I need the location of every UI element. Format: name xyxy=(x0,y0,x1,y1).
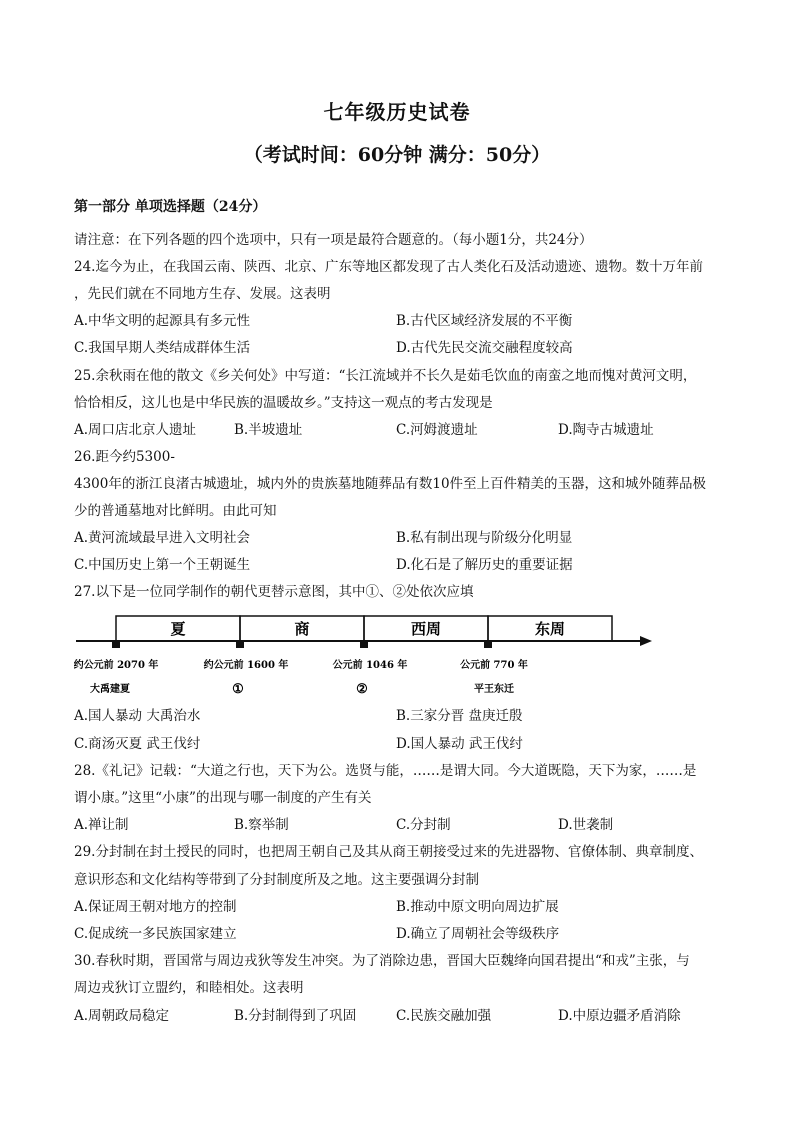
timeline-date-4: 公元前 770 年 xyxy=(460,660,528,671)
q30-option-c: C.民族交融加强 xyxy=(396,1008,492,1024)
timeline-tick-3 xyxy=(360,641,368,648)
q26-stem-line2: 4300年的浙江良渚古城遗址，城内外的贵族墓地随葬品有数10件至上百件精美的玉器，这和城外随葬品极 xyxy=(74,476,707,492)
section-title: 第一部分 单项选择题（24分） xyxy=(74,199,267,215)
timeline-tick-4 xyxy=(484,641,492,648)
q29-option-d: D.确立了周朝社会等级秩序 xyxy=(396,926,560,942)
dynasty-label-xia: 夏 xyxy=(170,620,186,638)
q29-stem-line2: 意识形态和文化结构等带到了分封制度所及之地。这主要强调分封制 xyxy=(74,872,479,888)
q30-option-a: A.周朝政局稳定 xyxy=(74,1008,170,1024)
q25-stem-line1: 25.余秋雨在他的散文《乡关何处》中写道：“长江流域并不长久是茹毛饮血的南蛮之地而愧对黄河文明， xyxy=(74,368,697,384)
section-note: 请注意：在下列各题的四个选项中，只有一项是最符合题意的。（每小题1分，共24分） xyxy=(74,232,593,248)
q28-stem-line1: 28.《礼记》记载：“大道之行也，天下为公。选贤与能，……是谓大同。今大道既隐，天下为家，……是 xyxy=(74,763,697,779)
q26-stem-line1: 26.距今约5300- xyxy=(74,449,175,465)
q28-option-c: C.分封制 xyxy=(396,817,451,833)
q24-option-d: D.古代先民交流交融程度较高 xyxy=(396,340,573,356)
q29-option-b: B.推动中原文明向周边扩展 xyxy=(396,899,559,915)
dynasty-label-western-zhou: 西周 xyxy=(410,620,442,638)
timeline-date-2: 约公元前 1600 年 xyxy=(203,660,289,671)
q27-option-a: A.国人暴动 大禹治水 xyxy=(74,708,201,724)
q27-option-b: B.三家分晋 盘庚迁殷 xyxy=(396,708,523,724)
timeline-arrowhead xyxy=(640,636,652,646)
q27-option-c: C.商汤灭夏 武王伐纣 xyxy=(74,736,201,752)
q24-option-c: C.我国早期人类结成群体生活 xyxy=(74,340,251,356)
timeline-tick-1 xyxy=(112,641,120,648)
q30-option-b: B.分封制得到了巩固 xyxy=(234,1008,357,1024)
q28-stem-line2: 谓小康。”这里“小康”的出现与哪一制度的产生有关 xyxy=(74,790,372,806)
timeline-event-1: 大禹建夏 xyxy=(90,684,130,695)
q27-stem-line1: 27.以下是一位同学制作的朝代更替示意图，其中①、②处依次应填 xyxy=(74,584,474,600)
exam-subtitle: （考试时间：60分钟 满分：50分） xyxy=(243,144,551,166)
q25-option-d: D.陶寺古城遗址 xyxy=(558,422,654,438)
q29-option-c: C.促成统一多民族国家建立 xyxy=(74,926,237,942)
timeline-event-2: ① xyxy=(232,682,244,697)
timeline-date-1: 约公元前 2070 年 xyxy=(74,660,159,671)
q26-option-d: D.化石是了解历史的重要证据 xyxy=(396,557,573,573)
q25-option-a: A.周口店北京人遗址 xyxy=(74,422,197,438)
q29-option-a: A.保证周王朝对地方的控制 xyxy=(74,899,237,915)
timeline-event-3: ② xyxy=(356,682,368,697)
q24-stem-line2: ，先民们就在不同地方生存、发展。这表明 xyxy=(74,286,331,302)
q25-option-b: B.半坡遗址 xyxy=(234,422,303,438)
q26-option-b: B.私有制出现与阶级分化明显 xyxy=(396,530,573,546)
q26-option-c: C.中国历史上第一个王朝诞生 xyxy=(74,557,251,573)
q30-stem-line1: 30.春秋时期，晋国常与周边戎狄等发生冲突。为了消除边患，晋国大臣魏绛向国君提出“和戎”主张，与 xyxy=(74,953,690,969)
exam-title: 七年级历史试卷 xyxy=(323,100,471,124)
dynasty-label-eastern-zhou: 东周 xyxy=(534,620,566,638)
q24-option-b: B.古代区域经济发展的不平衡 xyxy=(396,313,573,329)
q24-stem-line1: 24.迄今为止，在我国云南、陕西、北京、广东等地区都发现了古人类化石及活动遗迹、遗物。数十万年前 xyxy=(74,259,703,275)
q30-option-d: D.中原边疆矛盾消除 xyxy=(558,1008,681,1024)
q27-option-d: D.国人暴动 武王伐纣 xyxy=(396,736,523,752)
q26-option-a: A.黄河流域最早进入文明社会 xyxy=(74,530,251,546)
q25-stem-line2: 恰恰相反，这儿也是中华民族的温暖故乡。”支持这一观点的考古发现是 xyxy=(74,395,493,411)
q28-option-b: B.察举制 xyxy=(234,817,289,833)
q25-option-c: C.河姆渡遗址 xyxy=(396,422,478,438)
timeline-tick-2 xyxy=(236,641,244,648)
q26-stem-line3: 少的普通墓地对比鲜明。由此可知 xyxy=(74,503,277,519)
dynasty-label-shang: 商 xyxy=(294,620,310,638)
timeline-date-3: 公元前 1046 年 xyxy=(332,660,408,671)
q24-option-a: A.中华文明的起源具有多元性 xyxy=(74,313,251,329)
q28-option-a: A.禅让制 xyxy=(74,817,129,833)
q30-stem-line2: 周边戎狄订立盟约，和睦相处。这表明 xyxy=(74,980,304,996)
dynasty-timeline xyxy=(74,608,654,700)
timeline-event-4: 平王东迁 xyxy=(474,684,514,695)
q29-stem-line1: 29.分封制在封土授民的同时，也把周王朝自己及其从商王朝接受过来的先进器物、官僚体制、典章制度、 xyxy=(74,844,703,860)
q28-option-d: D.世袭制 xyxy=(558,817,614,833)
